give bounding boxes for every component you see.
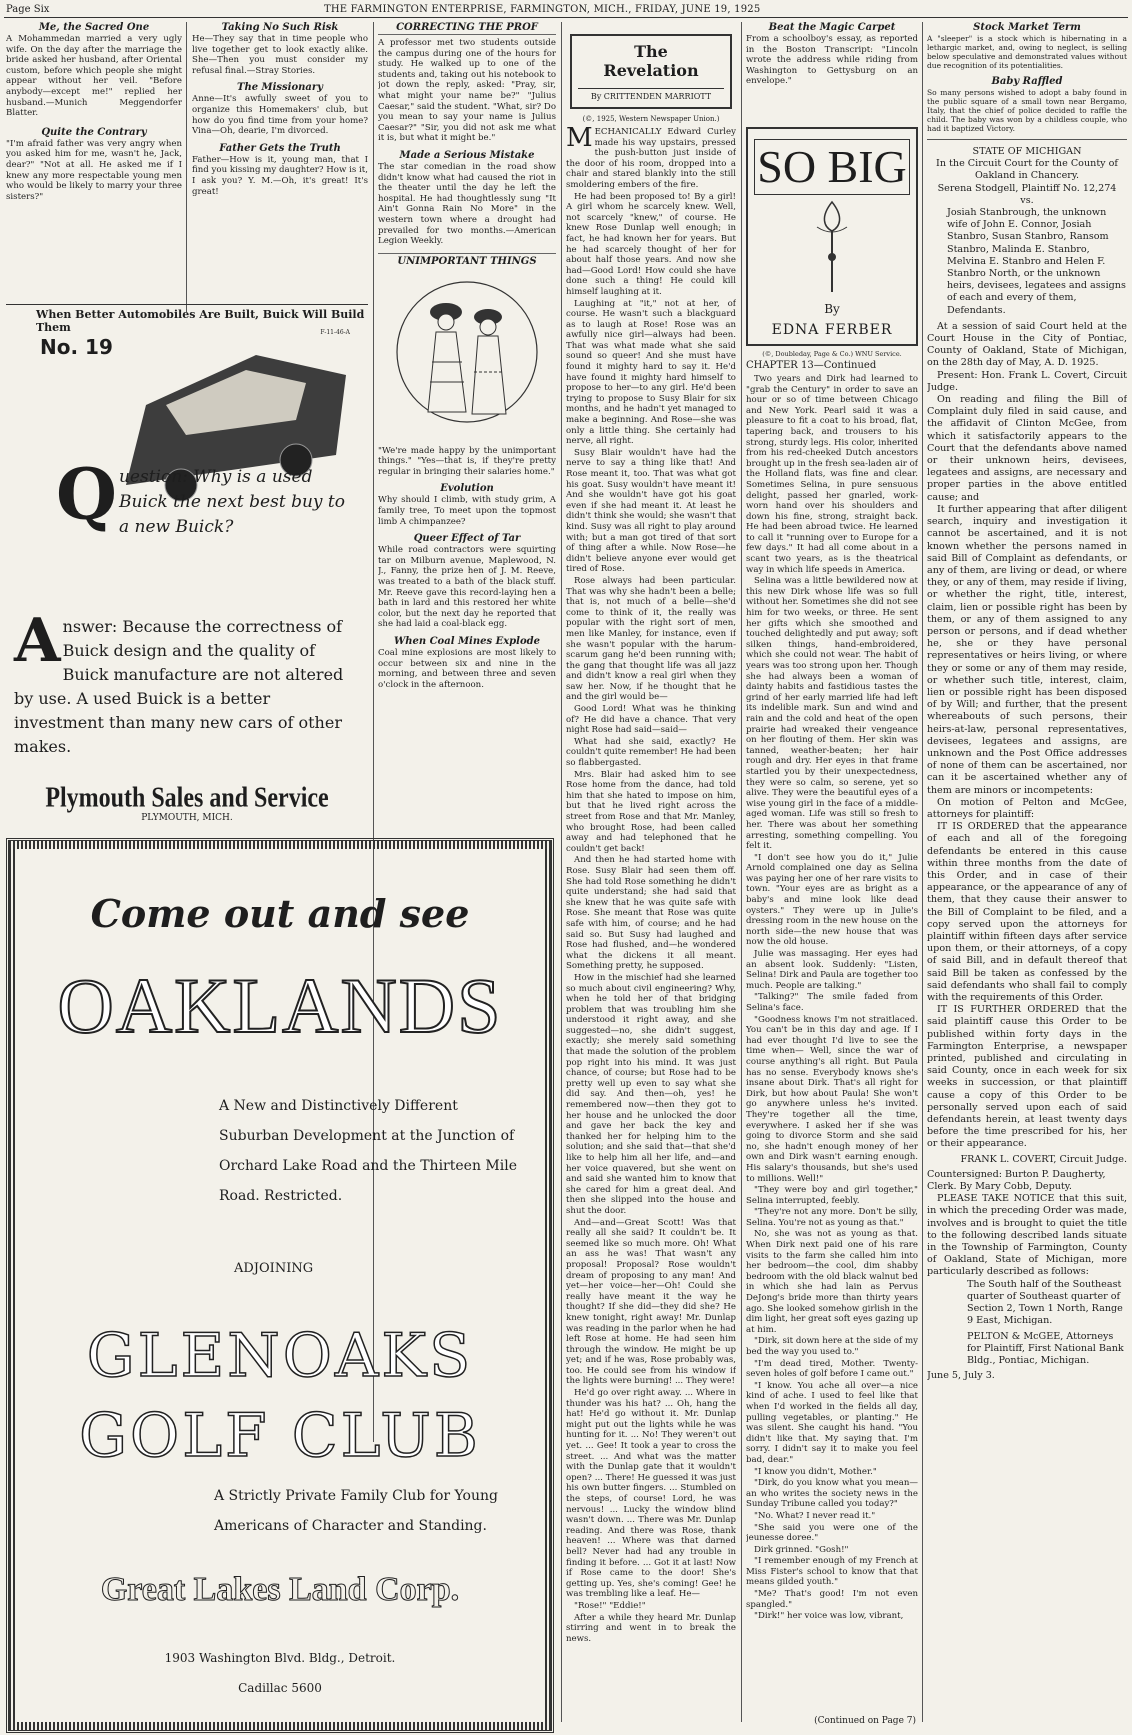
stock-term-text: A "sleeper" is a stock which is hibernating in a lethargic market, and, owing to neglect, is selling below speculative and demonstrated values without due recognition of its potentialities. bbox=[927, 34, 1127, 70]
legal-land: The South half of the Southeast quarter of Southeast quarter of Section 2, Town 1 North, Range 9 East, Michigan. bbox=[967, 1278, 1123, 1327]
joke-heading: Made a Serious Mistake bbox=[399, 149, 535, 161]
legal-state: STATE OF MICHIGAN bbox=[972, 146, 1082, 157]
joke-text: While road contractors were squirting tar on Milburn avenue, Maplewood, N. J., Fanny, the prize hen of J. M. Reeve, was treated to a bath of the black stuff. Mr. Reeve gave this record-laying hen a bath in lard and this restored her white color, but the next day he reported that she had laid a coal-black egg. bbox=[378, 545, 556, 630]
joke-item bbox=[378, 636, 556, 690]
story-title-box bbox=[570, 34, 732, 109]
story-copyright: (©, 1925, Western Newspaper Union.) bbox=[582, 115, 720, 123]
company-name: Great Lakes Land Corp. bbox=[100, 1571, 460, 1608]
paragraph: "Dirk, do you know what you mean—an who writes the society news in the Sunday Tribune called you today?" bbox=[746, 1478, 918, 1510]
buick-number: No. 19 bbox=[40, 335, 113, 359]
paragraph: He'd go over right away. ... Where in thunder was his hat? ... Oh, hang the hat! He'd go without it. Mr. Dunlap might put out the lights while he was hunting for it. ... No! They weren't out yet. ... Gee! It took a year to cross the street. ... And what was the matter with the Dunlap gate that it wouldn't open? ... There! He guessed it was just his own butter fingers. ... Stumbled on the steps, of course! Lord, he was nervous! ... Lucky the window blind wasn't down. ... There was Mr. Dunlap reading. And there was Rose, thank heaven! ... Where was that darned bell? Never had had any trouble in finding it before. ... Got it at last! Now if Rose came to the door! She's getting up. Yes, she's coming! Gee! he was trembling like a leaf. He— bbox=[566, 1388, 736, 1600]
joke-item bbox=[378, 446, 556, 478]
joke-item bbox=[192, 82, 368, 136]
joke-text: Anne—It's awfully sweet of you to organize this Homemakers' club, but how do you find time from your home? Vina—Oh, dearie, I'm divorced. bbox=[192, 94, 368, 137]
masthead-title: THE FARMINGTON ENTERPRISE, FARMINGTON, MICH., FRIDAY, JUNE 19, 1925 bbox=[324, 4, 761, 15]
paragraph: And then he had started home with Rose. Susy Blair had seen them off. She had told Rose something he didn't quite understand; she had said that she knew that he was quite safe with Rose. She meant that Rose was quite safe with him, of course; and he had said so. But Susy had laughed and Rose had flushed, and—he wondered what the dickens it all meant. Something pretty, he supposed. bbox=[566, 855, 736, 972]
paragraph: Dirk grinned. "Gosh!" bbox=[754, 1544, 849, 1555]
joke-text: Coal mine explosions are most likely to occur between six and nine in the morning, and between three and seven o'clock in the afternoon. bbox=[378, 648, 556, 690]
legal-paragraph: IT IS ORDERED that the appearance of each and all of the foregoing defendants be entered in this cause within three months from the date of this Order, and in case of their appearance, or the appearance of any of them, that they cause their answer to the Bill of Complaint to be filed, and a copy served upon the attorneys for plaintiff within fifteen days after service upon them, or their attorneys, of a copy of said Bill, and in default thereof that said Bill be taken as confessed by the said defendants who shall fail to comply with the requirements of this Order. bbox=[927, 821, 1127, 1004]
joke-heading: The Missionary bbox=[237, 82, 323, 94]
joke-text: "We're made happy by the unimportant things." "Yes—that is, if they're pretty regular in bringing their salaries home." bbox=[378, 445, 556, 477]
legal-paragraph: IT IS FURTHER ORDERED that the said plaintiff cause this Order to be published within forty days in the Farmington Enterprise, a newspaper printed, published and circulating in said County, once in each week for six weeks in succession, or that plaintiff cause a copy of this Order to be personally served upon each of said defendants herein, at least twenty days before the time prescribed for his, her or their appearance. bbox=[927, 1004, 1127, 1150]
joke-heading: Me, the Sacred One bbox=[38, 22, 150, 33]
paragraph: No, she was not as young as that. When Dirk next paid one of his rare visits to the farm she called him into her bedroom—the cool, dim shabby bedroom with the old black walnut bed in which she had lain as Pervus DeJong's bride more than thirty years ago. She looked somehow girlish in the dim light, her great soft eyes gazing up at him. bbox=[746, 1229, 918, 1335]
paragraph: "Me? That's good! I'm not even spangled." bbox=[746, 1589, 918, 1610]
company-phone: Cadillac 5600 bbox=[238, 1681, 322, 1695]
paragraph: Good Lord! What was he thinking of? He did have a chance. That very night Rose had said—said— bbox=[566, 704, 736, 736]
oaklands-description: A New and Distinctively Different Suburban Development at the Junction of Orchard Lake Road and the Thirteen Mile Road. Restricted. bbox=[219, 1098, 517, 1204]
so-big-story bbox=[746, 22, 918, 1730]
paragraph: "No. What? I never read it." bbox=[754, 1510, 876, 1521]
club-name: GLENOAKS bbox=[86, 1321, 474, 1391]
joke-text: "I'm afraid father was very angry when you asked him for me, wasn't he, Jack, dear?" "Not at all. He asked me if I knew any more respectable young men who would be likely to marry your three sisters?" bbox=[6, 138, 182, 202]
oaklands-ad bbox=[6, 838, 554, 1733]
joke-heading: Evolution bbox=[440, 483, 494, 495]
legal-paragraph: Present: Hon. Frank L. Covert, Circuit Judge. bbox=[927, 369, 1127, 393]
club-description: A Strictly Private Family Club for Young Americans of Character and Standing. bbox=[214, 1488, 498, 1534]
joke-text: Father—How is it, young man, that I find you kissing my daughter? How is it, I ask you? Y. M.—Oh, it's great! It's great! bbox=[192, 154, 368, 197]
joke-item bbox=[378, 533, 556, 630]
joke-heading: Quite the Contrary bbox=[41, 126, 147, 138]
legal-paragraph: On motion of Pelton and McGee, attorneys for plaintiff: bbox=[927, 796, 1127, 820]
chapter-heading: CHAPTER 13—Continued bbox=[746, 359, 877, 371]
joke-item bbox=[6, 22, 182, 119]
story-byline: By CRITTENDEN MARRIOTT bbox=[578, 88, 724, 101]
masthead bbox=[4, 2, 1128, 18]
paragraph: How in the mischief had she learned so much about civil engineering? Why, when he told her of that bridging problem that was troubling him she understood it right away, and she suggested—no, she didn't suggest, exactly; she merely said something that made the solution of the problem pop right into his mind. It was just chance, of course; but Rose had to be pretty well up even to say what she did say. And then—oh, yes! he remembered now—then they got to her house and he unlocked the door and gave her back the key and thanked her for helping him to the solution; and she said that—that she'd like to help him all her life, and—and her voice quavered, but she went on and said she wanted him to know that she cared for him a great deal. And then she slipped into the house and shut the door. bbox=[566, 972, 736, 1216]
magic-carpet-text: From a schoolboy's essay, as reported in the Boston Transcript: "Lincoln wrote the address while riding from Washington to Gettysburg on an envelope." bbox=[746, 34, 918, 87]
paragraph: "I'm dead tired, Mother. Twenty-seven holes of golf before I came out." bbox=[746, 1358, 918, 1380]
joke-item bbox=[378, 483, 556, 527]
company-address: 1903 Washington Blvd. Bldg., Detroit. bbox=[164, 1651, 396, 1665]
legal-notice bbox=[927, 146, 1127, 1382]
paragraph: "I know. You ache all over—a nice kind of ache. I used to feel like that when I'd worked in the fields all day, pulling vegetables, or planting." He was silent. She caught his hand. "You didn't like that. My saying that. I'm sorry. I didn't say it to make you feel bad, dear." bbox=[746, 1380, 918, 1465]
buick-ad bbox=[6, 304, 368, 824]
paragraph: After a while they heard Mr. Dunlap stirring and went in to break the news. bbox=[566, 1612, 736, 1644]
joke-item bbox=[378, 150, 556, 247]
legal-notice-text: PLEASE TAKE NOTICE that this suit, in which the preceding Order was made, involves and is brought to quiet the title to the following described lands situate in the Township of Farmington, County of Oakland, State of Michigan, more particularly described as follows: bbox=[927, 1193, 1127, 1278]
club-name-2: GOLF CLUB bbox=[79, 1401, 481, 1471]
so-big-title-box bbox=[746, 127, 918, 346]
dealer-name: Plymouth Sales and Service bbox=[45, 782, 329, 814]
so-big-by: By bbox=[824, 301, 840, 316]
answer-text: nswer: Because the correctness of Buick design and the quality of Buick manufacture are not altered by use. A used Buick is a better investment than many new cars of other makes. bbox=[14, 617, 344, 756]
legal-paragraph: On reading and filing the Bill of Complaint duly filed in said cause, and the affidavit of Clinton McGee, from which it satisfactorily appears to the Court that the defendants above named or their unknown heirs, devisees, legatees and assigns, are necessary and proper parties in the above entitled cause; and bbox=[927, 394, 1127, 503]
paragraph: "She said you were one of the jeunesse doree." bbox=[746, 1522, 918, 1544]
fashion-illustration bbox=[378, 272, 556, 442]
story-title-2: Revelation bbox=[603, 61, 699, 80]
lamp-ornament-icon bbox=[802, 197, 862, 307]
joke-heading: When Coal Mines Explode bbox=[393, 636, 540, 647]
two-women-illustration bbox=[378, 272, 556, 442]
legal-dates: June 5, July 3. bbox=[927, 1370, 995, 1382]
so-big-copyright: (©, Doubleday, Page & Co.) WNU Service. bbox=[762, 349, 902, 358]
paragraph: And—and—Great Scott! Was that really all she said? It couldn't be. It seemed like so much more. Oh! What an ass he was! That wasn't any proposal! Proposal? Rose wouldn't dream of proposing to any man! And yet—her voice—her—Oh! Could she really have meant it the way he thought? If she did—they did she? He knew tonight, right away! Mr. Dunlap was reading in the parlor when he had left Rose at home. He had seen him through the window. He might be up yet; and if he was, Rose probably was, too. He could see from his window if the lights were burning! ... They were! bbox=[566, 1217, 736, 1387]
paragraph: "Rose!" "Eddie!" bbox=[574, 1600, 646, 1611]
joke-text: Why should I climb, with study grim, A family tree, To meet upon the topmost limb A chimpanzee? bbox=[378, 495, 556, 527]
magic-carpet-heading: Beat the Magic Carpet bbox=[768, 22, 896, 33]
question-text: uestion: Why is a used Buick the next best buy to a new Buick? bbox=[118, 467, 345, 537]
joke-text: He—They say that in time people who live together get to look exactly alike. She—Then you must consider my refusal final.—Stray Stories. bbox=[192, 34, 368, 76]
legal-plaintiff: Serena Stodgell, Plaintiff No. 12,274 bbox=[937, 182, 1117, 194]
joke-text: A professor met two students outside the campus during one of the hours for study. He walked up to one of the students and, taking out his notebook to jot down the reply, asked: "Pray, sir, what might your name be?" "Julius Caesar," said the student. "What, sir? Do you mean to say your name is Julius Caesar?" "Sir, you did not ask me what it is, but what it might be." bbox=[378, 38, 556, 144]
legal-paragraph: It further appearing that after diligent search, inquiry and investigation it cannot be ascertained, and it is not known whether the persons named in said Bill of Complaint as defendants, or any of them, are living or dead, or where they, or any of them, may reside if living, or whether the right, title, interest, claim, lien or possible right has been by them, or any of them assigned to any person or persons, and if dead whether he, she or they have personal representatives or heirs living, or where they or some or any of them may reside, or whether such title, interest, claim, lien or possible right has been disposed of by Will; and further, that the present whereabouts of such persons, their heirs-at-law, personal representatives, devisees, legatees and assigns, are unknown and the Post Office addresses of none of them can be ascertained, nor can it be ascertained whether any of them are minors or incompetents: bbox=[927, 503, 1127, 796]
paragraph: "They were boy and girl together," Selina interrupted, feebly. bbox=[746, 1185, 918, 1206]
answer-block bbox=[14, 606, 356, 759]
legal-countersigned: Countersigned: Burton P. Daugherty, Clerk. By Mary Cobb, Deputy. bbox=[927, 1168, 1106, 1193]
paragraph: Laughing at "it," not at her, of course. He wasn't such a blackguard as to laugh at Rose! Rose was an awfully nice girl—always had been. That was what made what she said sound so queer! And she must have found it mighty hard to say it. He'd have found it mighty hard himself to propose to her—to any girl. He'd been trying to propose to Susy Blair for six months, and he hadn't yet managed to make a beginning. And Rose—she was only a little thing. She certainly had nerve, all right. bbox=[566, 298, 736, 447]
page-number: Page Six bbox=[6, 4, 50, 15]
stock-term-heading: Stock Market Term bbox=[973, 22, 1081, 33]
joke-text: A Mohammedan married a very ugly wife. On the day after the marriage the bride asked her husband, after Oriental custom, before which people she might appear without her veil. "Before anybody—except me!" replied her husband.—Munich Meggendorfer Blatter. bbox=[6, 34, 182, 119]
joke-heading: Queer Effect of Tar bbox=[413, 533, 521, 545]
paragraph: "Dirk, sit down here at the side of my bed the way you used to." bbox=[746, 1336, 918, 1357]
legal-defendants: Josiah Stanbrough, the unknown wife of John E. Connor, Josiah Stanbro, Susan Stanbro, Ransom Stanbro, Malinda E. Stanbro, Melvina E. Stanbro and Helen F. Stanbro North, or the unknown heirs, devisees, legatees and assigns of each and every of them, Defendants. bbox=[947, 207, 1126, 316]
paragraph: "They're not any more. Don't be silly, Selina. You're not as young as that." bbox=[746, 1207, 918, 1228]
legal-column bbox=[927, 22, 1127, 1730]
story-first-paragraph bbox=[566, 123, 736, 191]
paragraph: Selina was a little bewildered now at this new Dirk whose life was so full without her. Sometimes she did not see him for two weeks, or three. He sent her gifts which she smoothed and touched delightedly and put away; soft silken things, hand-embroidered, which she could not wear. The habit of years was too strong upon her. Though she had always been a woman of dainty habits and fastidious tastes the grind of her early married life had left its indelible mark. Sun and wind and rain and the cold and heat of the open prairie had wreaked their vengeance on her flouting of them. Her skin was tanned, weather-beaten; her hair rough and dry. Her eyes in that frame startled you by their unexpectedness, they were so calm, so serene, yet so alive. They were the beautiful eyes of a wise young girl in the face of a middle-aged woman. Life was still so fresh to her. There was about her something arresting, something compelling. You felt it. bbox=[746, 576, 918, 852]
oaklands-name: OAKLANDS bbox=[57, 962, 503, 1049]
joke-item bbox=[378, 253, 556, 442]
paragraph: "I remember enough of my French at Miss Fister's school to know that that means gilded youth." bbox=[746, 1556, 918, 1588]
legal-paragraph: At a session of said Court held at the Court House in the City of Pontiac, County of Oakland, State of Michigan, on the 28th day of May, A. D. 1925. bbox=[927, 320, 1127, 369]
baby-raffled-heading: Baby Raffled bbox=[991, 76, 1063, 87]
dealer-town: PLYMOUTH, MICH. bbox=[141, 813, 233, 823]
baby-raffled-text: So many persons wished to adopt a baby found in the public square of a small town near Bergamo, Italy, that the chief of police decided to raffle the child. The baby was won by a childless couple, who had it baptized Victory. bbox=[927, 88, 1127, 133]
story-body bbox=[566, 123, 736, 1644]
so-big-author: EDNA FERBER bbox=[771, 321, 893, 338]
story-title: The bbox=[634, 42, 668, 61]
drop-cap: M bbox=[566, 123, 593, 153]
paragraph: Mrs. Blair had asked him to see Rose home from the dance, had told him that she hated to impose on him, but that he lived right across the street from Rose and that Mr. Manley, who brought Rose, had been called away and had telephoned that he couldn't get back! bbox=[566, 769, 736, 854]
paragraph: He had been proposed to! By a girl! A girl whom he scarcely knew. Well, not scarcely "knew," of course. He knew Rose Dunlap well enough; in fact, he had known her for years. But he had scarcely thought of her for about half those years. And now she had—Good Lord! How could she have done such a thing! He could kill himself laughing at it. bbox=[566, 191, 736, 297]
legal-court: In the Circuit Court for the County of Oakland in Chancery. bbox=[936, 158, 1118, 182]
paragraph: "Talking?" The smile faded from Selina's face. bbox=[746, 992, 918, 1013]
question-initial: Q bbox=[56, 453, 117, 536]
continued-note: (Continued on Page 7) bbox=[814, 1716, 916, 1726]
adjoining-label: ADJOINING bbox=[234, 1261, 314, 1276]
paragraph: "Goodness knows I'm not straitlaced. You can't be in this day and age. If I had ever thought I'd live to see the time when— Well, since the war of course anything's all right. But Paula has no sense. Everybody knows she's insane about Dirk. That's all right for Dirk, but how about Paula! She won't go anywhere unless he's invited. They're together all the time, everywhere. I asked her if she was going to divorce Storm and she said no, she hadn't enough money of her own and Dirk wasn't earning enough. His salary's thousands, but she's used to millions. Well!" bbox=[746, 1014, 918, 1184]
joke-heading: UNIMPORTANT THINGS bbox=[378, 253, 556, 268]
jokes-column-2 bbox=[192, 22, 368, 304]
answer-initial: A bbox=[14, 606, 61, 676]
jokes-column-1 bbox=[6, 22, 182, 304]
joke-item bbox=[192, 22, 368, 76]
joke-item bbox=[378, 22, 556, 144]
question-block bbox=[56, 453, 356, 540]
oaklands-headline: Come out and see bbox=[90, 891, 470, 936]
paragraph-text: ECHANICALLY Edward Curley made his way upstairs, pressed the push-button just inside of the door of his room, dropped into a chair and stared blankly into the still smoldering embers of the fire. bbox=[566, 127, 736, 190]
joke-item bbox=[6, 127, 182, 203]
legal-attorneys: PELTON & McGEE, Attorneys for Plaintiff, First National Bank Bldg., Pontiac, Michigan. bbox=[967, 1330, 1124, 1366]
paragraph: Rose always had been particular. That was why she hadn't been a belle; that is, not much of a belle—she'd come to think of it, the really was popular with the right sort of men, men like Manley, for instance, even if she wasn't popular with the harum-scarum gang he'd been running with; the gang that thought life was all jazz and didn't know a real girl when they saw her. Now, if he thought that he and the girl would be— bbox=[566, 575, 736, 703]
paragraph: What had she said, exactly? He couldn't quite remember! He had been so flabbergasted. bbox=[566, 736, 736, 769]
paragraph: Susy Blair wouldn't have had the nerve to say a thing like that! And Rose meant it, too. That was what got his goat. Susy wouldn't have meant it! And she wouldn't have got his goat even if she had meant it. At least he didn't think she would; she wasn't that kind. Susy was all right to play around with; but a man got tired of that sort of thing after a while. Now Rose—he didn't believe anyone ever would get tired of Rose. bbox=[566, 447, 736, 575]
so-big-title: SO BIG bbox=[754, 139, 910, 195]
joke-heading: CORRECTING THE PROF bbox=[378, 22, 556, 35]
paragraph: "I know you didn't, Mother." bbox=[754, 1466, 877, 1477]
so-big-body bbox=[746, 374, 918, 1622]
joke-item bbox=[192, 143, 368, 197]
paragraph: "I don't see how you do it," Julie Arnold complained one day as Selina was paying her one of her rare visits to town. "Your eyes are as bright as a baby's and mine look like dead oysters." They were up in Julie's dressing room in the new house on the north side—the new house that was now the old house. bbox=[746, 852, 918, 948]
legal-judge: FRANK L. COVERT, Circuit Judge. bbox=[960, 1153, 1127, 1165]
paragraph: Two years and Dirk had learned to "grab the Century" in order to save an hour or so of time between Chicago and New York. Pearl said it was a pleasure to fit a coat to his broad, flat, tapering back, and trousers to his strong, sturdy legs. His color, inherited from his red-cheeked Dutch ancestors brought up in the fresh sea-laden air of the Holland flats, was fine and clear. Sometimes Selina, in pure sensuous delight, passed her gnarled, work-worn hand over his shoulders and down his fine, strong, straight back. He had been abroad twice. He learned to call it "running over to Europe for a few days." It had all come about in a scant two years, as is the theatrical way in which life speeds in America. bbox=[746, 373, 918, 575]
joke-heading: Taking No Such Risk bbox=[221, 22, 339, 33]
joke-heading: Father Gets the Truth bbox=[219, 142, 341, 154]
revelation-story bbox=[566, 22, 736, 1730]
joke-text: The star comedian in the road show didn't know what had caused the riot in the theater until the day he left the hospital. He had thoughtlessly sung "It Ain't Gonna Rain No More" in the western town where a drought had prevailed for two months.—American Legion Weekly. bbox=[378, 161, 556, 247]
ad-code: F-11-46-A bbox=[320, 329, 350, 336]
paragraph: "Dirk!" her voice was low, vibrant, bbox=[754, 1611, 904, 1622]
paragraph: Julie was massaging. Her eyes had an absent look. Suddenly: "Listen, Selina! Dirk and Paula are together too much. People are talking." bbox=[746, 949, 918, 991]
legal-versus: vs. bbox=[1020, 194, 1034, 206]
buick-banner: When Better Automobiles Are Built, Buick Will Build Them bbox=[36, 308, 365, 334]
